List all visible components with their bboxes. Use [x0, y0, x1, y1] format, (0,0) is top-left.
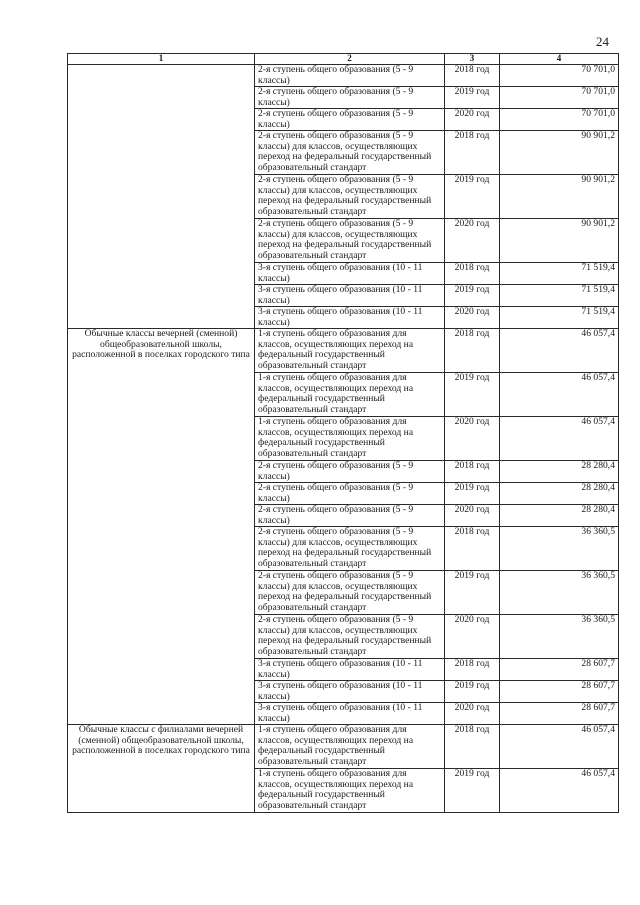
- column-header: 3: [445, 54, 500, 65]
- amount-cell: 70 701,0: [500, 65, 619, 87]
- amount-cell: 90 901,2: [500, 219, 619, 263]
- education-level-cell: 1-я ступень общего образования для классов, осуществляющих переход на федеральный государственный образовательный стандарт: [255, 373, 445, 417]
- education-level-cell: 2-я ступень общего образования (5 - 9 классы): [255, 461, 445, 483]
- year-cell: 2018 год: [445, 65, 500, 87]
- year-cell: 2018 год: [445, 329, 500, 373]
- amount-cell: 46 057,4: [500, 769, 619, 813]
- year-cell: 2018 год: [445, 725, 500, 769]
- table-row: [68, 65, 619, 87]
- year-cell: 2018 год: [445, 527, 500, 571]
- year-cell: 2020 год: [445, 417, 500, 461]
- year-cell: 2020 год: [445, 307, 500, 329]
- amount-cell: 28 280,4: [500, 461, 619, 483]
- page-number: 24: [596, 34, 609, 49]
- education-level-cell: 3-я ступень общего образования (10 - 11 классы): [255, 703, 445, 725]
- amount-cell: 36 360,5: [500, 571, 619, 615]
- funding-table: [67, 53, 619, 813]
- year-cell: 2019 год: [445, 769, 500, 813]
- year-cell: 2018 год: [445, 263, 500, 285]
- education-level-cell: 3-я ступень общего образования (10 - 11 классы): [255, 285, 445, 307]
- education-level-cell: 2-я ступень общего образования (5 - 9 классы) для классов, осуществляющих переход на федеральный государственный образовательный стандарт: [255, 527, 445, 571]
- column-header: 1: [68, 54, 255, 65]
- amount-cell: 46 057,4: [500, 329, 619, 373]
- year-cell: 2019 год: [445, 373, 500, 417]
- amount-cell: 28 280,4: [500, 483, 619, 505]
- amount-cell: 70 701,0: [500, 87, 619, 109]
- education-level-cell: 3-я ступень общего образования (10 - 11 классы): [255, 659, 445, 681]
- education-level-cell: 2-я ступень общего образования (5 - 9 классы) для классов, осуществляющих переход на федеральный государственный образовательный стандарт: [255, 615, 445, 659]
- amount-cell: 90 901,2: [500, 131, 619, 175]
- amount-cell: 90 901,2: [500, 175, 619, 219]
- education-level-cell: 3-я ступень общего образования (10 - 11 классы): [255, 263, 445, 285]
- amount-cell: 46 057,4: [500, 725, 619, 769]
- education-level-cell: 2-я ступень общего образования (5 - 9 классы) для классов, осуществляющих переход на федеральный государственный образовательный стандарт: [255, 131, 445, 175]
- amount-cell: 71 519,4: [500, 307, 619, 329]
- year-cell: 2019 год: [445, 87, 500, 109]
- education-level-cell: 1-я ступень общего образования для классов, осуществляющих переход на федеральный государственный образовательный стандарт: [255, 417, 445, 461]
- year-cell: 2020 год: [445, 219, 500, 263]
- column-header: 4: [500, 54, 619, 65]
- education-level-cell: 2-я ступень общего образования (5 - 9 классы): [255, 109, 445, 131]
- education-level-cell: 3-я ступень общего образования (10 - 11 классы): [255, 681, 445, 703]
- year-cell: 2019 год: [445, 285, 500, 307]
- amount-cell: 36 360,5: [500, 615, 619, 659]
- year-cell: 2020 год: [445, 615, 500, 659]
- education-level-cell: 2-я ступень общего образования (5 - 9 классы): [255, 65, 445, 87]
- amount-cell: 70 701,0: [500, 109, 619, 131]
- year-cell: 2019 год: [445, 681, 500, 703]
- education-level-cell: 1-я ступень общего образования для классов, осуществляющих переход на федеральный государственный образовательный стандарт: [255, 769, 445, 813]
- amount-cell: 71 519,4: [500, 263, 619, 285]
- amount-cell: 28 280,4: [500, 505, 619, 527]
- amount-cell: 28 607,7: [500, 681, 619, 703]
- year-cell: 2018 год: [445, 131, 500, 175]
- year-cell: 2019 год: [445, 571, 500, 615]
- education-level-cell: 2-я ступень общего образования (5 - 9 классы): [255, 483, 445, 505]
- year-cell: 2019 год: [445, 483, 500, 505]
- year-cell: 2020 год: [445, 109, 500, 131]
- amount-cell: 71 519,4: [500, 285, 619, 307]
- amount-cell: 28 607,7: [500, 659, 619, 681]
- table-row: [68, 725, 619, 769]
- year-cell: 2019 год: [445, 175, 500, 219]
- education-level-cell: 1-я ступень общего образования для классов, осуществляющих переход на федеральный государственный образовательный стандарт: [255, 725, 445, 769]
- column-header: 2: [255, 54, 445, 65]
- amount-cell: 46 057,4: [500, 417, 619, 461]
- category-cell: Обычные классы вечерней (сменной) общеобразовательной школы, расположенной в поселках городского типа: [68, 329, 255, 725]
- amount-cell: 36 360,5: [500, 527, 619, 571]
- education-level-cell: 2-я ступень общего образования (5 - 9 классы): [255, 87, 445, 109]
- category-cell: Обычные классы с филиалами вечерней (сменной) общеобразовательной школы, расположенной в поселках городского типа: [68, 725, 255, 813]
- amount-cell: 46 057,4: [500, 373, 619, 417]
- education-level-cell: 2-я ступень общего образования (5 - 9 классы) для классов, осуществляющих переход на федеральный государственный образовательный стандарт: [255, 571, 445, 615]
- education-level-cell: 1-я ступень общего образования для классов, осуществляющих переход на федеральный государственный образовательный стандарт: [255, 329, 445, 373]
- education-level-cell: 2-я ступень общего образования (5 - 9 классы) для классов, осуществляющих переход на федеральный государственный образовательный стандарт: [255, 175, 445, 219]
- table-header-row: [68, 54, 619, 65]
- year-cell: 2018 год: [445, 461, 500, 483]
- education-level-cell: 2-я ступень общего образования (5 - 9 классы): [255, 505, 445, 527]
- education-level-cell: 3-я ступень общего образования (10 - 11 классы): [255, 307, 445, 329]
- year-cell: 2018 год: [445, 659, 500, 681]
- category-cell: [68, 65, 255, 329]
- table-body: [68, 65, 619, 813]
- year-cell: 2020 год: [445, 505, 500, 527]
- education-level-cell: 2-я ступень общего образования (5 - 9 классы) для классов, осуществляющих переход на федеральный государственный образовательный стандарт: [255, 219, 445, 263]
- year-cell: 2020 год: [445, 703, 500, 725]
- table-row: [68, 329, 619, 373]
- amount-cell: 28 607,7: [500, 703, 619, 725]
